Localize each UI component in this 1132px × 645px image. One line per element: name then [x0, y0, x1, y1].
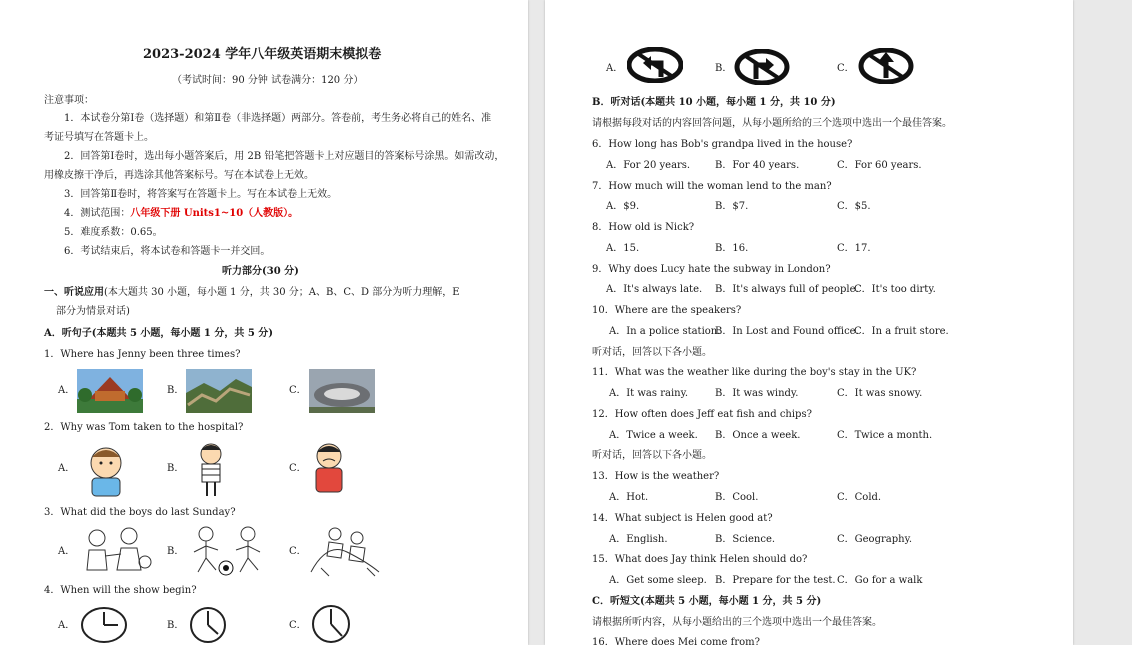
q4-label-c: C．	[289, 620, 307, 631]
q3-label-a: A．	[58, 546, 76, 557]
clock-c-icon	[310, 604, 352, 644]
palace-photo	[77, 369, 143, 413]
q7-option-a: A．$9.	[606, 201, 640, 212]
boys-climbing-drawing	[307, 522, 381, 578]
question-6: 6．How long has Bob's grandpa lived in the house?	[592, 139, 853, 150]
notes-heading: 注意事项：	[44, 95, 94, 106]
note-2a: 2．回答第Ⅰ卷时，选出每小题答案后，用 2B 铅笔把答题卡上对应题目的答案标号涂黑。如需改动，	[64, 151, 505, 162]
sign-label-a: A．	[606, 63, 624, 74]
note-4	[64, 207, 298, 220]
q11-option-c: C．It was snowy.	[837, 388, 923, 399]
q13-option-c: C．Cold.	[837, 492, 882, 503]
note-4-scope: 八年级下册 Units1~10（人教版）。	[130, 208, 299, 219]
note-4-prefix: 4．测试范围：	[64, 208, 131, 219]
q3-label-b: B．	[167, 546, 185, 557]
no-straight-sign-icon	[858, 48, 914, 84]
sign-label-b: B．	[715, 63, 733, 74]
question-16: 16．Where does Mei come from?	[592, 637, 760, 645]
q14-option-b: B．Science.	[715, 534, 776, 545]
q12-option-c: C．Twice a month.	[837, 430, 933, 441]
note-1b: 考证号填写在答题卡上。	[44, 132, 154, 143]
boys-drawing-a	[77, 524, 153, 574]
q7-option-b: B．$7.	[715, 201, 749, 212]
q10-option-c: C．In a fruit store.	[854, 326, 949, 337]
note-6: 6．考试结束后，将本试卷和答题卡一并交回。	[64, 246, 271, 257]
q3-label-c: C．	[289, 546, 307, 557]
q6-option-b: B．For 40 years.	[715, 160, 800, 171]
q2-label-b: B．	[167, 463, 185, 474]
note-1a: 1．本试卷分第Ⅰ卷（选择题）和第Ⅱ卷（非选择题）两部分。答卷前，考生务必将自己的姓名、准	[64, 113, 492, 124]
question-3: 3．What did the boys do last Sunday?	[44, 507, 236, 518]
question-15: 15．What does Jay think Helen should do?	[592, 554, 808, 565]
question-1: 1．Where has Jenny been three times?	[44, 349, 241, 360]
q10-option-b: B．In Lost and Found office.	[715, 326, 859, 337]
q13-option-b: B．Cool.	[715, 492, 759, 503]
section-1-rest: (本大题共 30 小题，每小题 1 分，共 30 分；A、B、C、D 部分为听力理解，E	[104, 287, 460, 298]
question-4: 4．When will the show begin?	[44, 585, 197, 596]
listen-note-1: 听对话，回答以下各小题。	[592, 347, 712, 358]
q14-option-a: A．English.	[609, 534, 668, 545]
section-b-heading: B．听对话(本题共 10 小题，每小题 1 分，共 10 分)	[592, 97, 836, 108]
clock-a-icon	[80, 606, 128, 644]
q11-option-b: B．It was windy.	[715, 388, 799, 399]
q1-label-c: C．	[289, 385, 307, 396]
question-7: 7．How much will the woman lend to the man?	[592, 181, 832, 192]
q7-option-c: C．$5.	[837, 201, 871, 212]
section-1-heading	[44, 286, 460, 299]
part-title: 听力部分(30 分)	[222, 266, 299, 277]
q15-option-c: C．Go for a walk	[837, 575, 923, 586]
page-gap	[528, 0, 545, 645]
note-5: 5．难度系数：0.65。	[64, 227, 163, 238]
note-3: 3．回答第Ⅱ卷时，将答案写在答题卡上。写在本试卷上无效。	[64, 189, 338, 200]
q10-option-a: A．In a police station.	[609, 326, 721, 337]
section-b-intro: 请根据每段对话的内容回答问题，从每小题所给的三个选项中选出一个最佳答案。	[592, 118, 952, 129]
q1-label-b: B．	[167, 385, 185, 396]
q11-option-a: A．It was rainy.	[609, 388, 689, 399]
boy-headache-drawing	[196, 442, 226, 498]
q2-label-a: A．	[58, 463, 76, 474]
viewer-background	[1073, 0, 1132, 645]
no-right-turn-sign-icon	[734, 49, 790, 85]
question-14: 14．What subject is Helen good at?	[592, 513, 773, 524]
question-9: 9．Why does Lucy hate the subway in London?	[592, 264, 831, 275]
document-page-left	[0, 0, 528, 645]
clock-b-icon	[188, 606, 228, 644]
great-wall-photo	[186, 369, 252, 413]
section-c-intro: 请根据所听内容，从每小题给出的三个选项中选出一个最佳答案。	[592, 617, 882, 628]
q15-option-a: A．Get some sleep.	[609, 575, 707, 586]
q2-label-c: C．	[289, 463, 307, 474]
q6-option-c: C．For 60 years.	[837, 160, 922, 171]
question-10: 10．Where are the speakers?	[592, 305, 742, 316]
question-11: 11．What was the weather like during the boy's stay in the UK?	[592, 367, 917, 378]
question-8: 8．How old is Nick?	[592, 222, 695, 233]
section-c-heading: C．听短文(本题共 5 小题，每小题 1 分，共 5 分)	[592, 596, 822, 607]
section-1-bold: 一、听说应用	[44, 287, 104, 298]
q12-option-a: A．Twice a week.	[609, 430, 698, 441]
q15-option-b: B．Prepare for the test.	[715, 575, 836, 586]
listen-note-2: 听对话，回答以下各小题。	[592, 450, 712, 461]
q1-label-a: A．	[58, 385, 76, 396]
no-left-turn-sign-icon	[627, 47, 683, 83]
q8-option-b: B．16.	[715, 243, 749, 254]
q9-option-a: A．It's always late.	[606, 284, 703, 295]
exam-info: （考试时间：90 分钟 试卷满分：120 分）	[172, 75, 364, 86]
question-13: 13．How is the weather?	[592, 471, 720, 482]
q9-option-c: C．It's too dirty.	[854, 284, 936, 295]
stadium-photo	[309, 369, 375, 413]
section-1-rest2: 部分为情景对话)	[56, 306, 130, 317]
q13-option-a: A．Hot.	[609, 492, 649, 503]
question-12: 12．How often does Jeff eat fish and chips?	[592, 409, 812, 420]
q8-option-a: A．15.	[606, 243, 640, 254]
q4-label-b: B．	[167, 620, 185, 631]
exam-title: 2023-2024 学年八年级英语期末模拟卷	[143, 47, 382, 62]
sign-label-c: C．	[837, 63, 855, 74]
note-2b: 用橡皮擦干净后，再选涂其他答案标号。写在本试卷上无效。	[44, 170, 314, 181]
section-a-heading: A．听句子(本题共 5 小题，每小题 1 分，共 5 分)	[44, 328, 273, 339]
boy-toothache-drawing	[84, 443, 128, 497]
document-page-right	[545, 0, 1073, 645]
q8-option-c: C．17.	[837, 243, 871, 254]
q9-option-b: B．It's always full of people.	[715, 284, 859, 295]
boys-soccer-drawing	[184, 524, 268, 576]
q6-option-a: A．For 20 years.	[606, 160, 691, 171]
q14-option-c: C．Geography.	[837, 534, 913, 545]
q12-option-b: B．Once a week.	[715, 430, 801, 441]
q4-label-a: A．	[58, 620, 76, 631]
question-2: 2．Why was Tom taken to the hospital?	[44, 422, 244, 433]
boy-stomachache-drawing	[312, 442, 346, 496]
